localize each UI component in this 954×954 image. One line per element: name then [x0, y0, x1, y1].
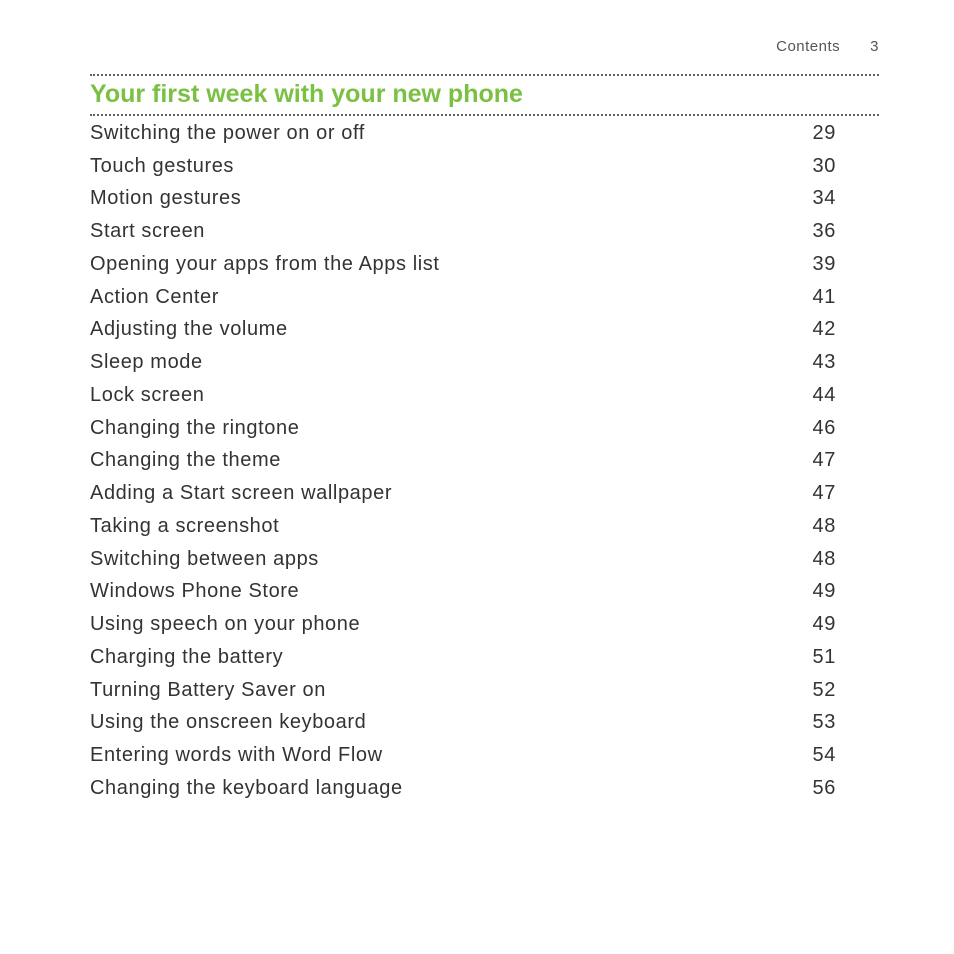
toc-entry-page: 48	[812, 514, 836, 537]
toc-entry-title: Opening your apps from the Apps list	[90, 252, 440, 275]
toc-entry-page: 36	[812, 220, 836, 243]
toc-entry-page: 46	[812, 416, 836, 439]
toc-entry-page: 48	[812, 547, 836, 570]
toc-section	[90, 74, 879, 805]
toc-entry-page: 53	[812, 711, 836, 734]
toc-entry[interactable]	[90, 117, 836, 150]
toc-entry[interactable]	[90, 510, 836, 543]
bottom-dotted-rule	[90, 114, 879, 116]
toc-entry-title: Using speech on your phone	[90, 613, 361, 636]
running-header	[776, 38, 879, 55]
toc-entry[interactable]	[90, 248, 836, 281]
toc-entry-title: Action Center	[90, 285, 219, 308]
toc-entry-title: Changing the theme	[90, 449, 281, 472]
toc-entry-title: Motion gestures	[90, 187, 242, 210]
chapter-title[interactable]: Your first week with your new phone	[90, 80, 523, 108]
toc-entry-title: Adding a Start screen wallpaper	[90, 482, 393, 505]
toc-entry-page: 44	[812, 383, 836, 406]
toc-entry-page: 49	[812, 613, 836, 636]
toc-entry-title: Using the onscreen keyboard	[90, 711, 367, 734]
toc-entry[interactable]	[90, 707, 836, 740]
toc-entry-page: 41	[812, 285, 836, 308]
toc-entry[interactable]	[90, 215, 836, 248]
toc-entry-page: 52	[812, 678, 836, 701]
toc-entry-page: 47	[812, 482, 836, 505]
toc-entry[interactable]	[90, 477, 836, 510]
header-section-name: Contents	[776, 38, 841, 55]
toc-entry-page: 29	[812, 121, 836, 144]
toc-entry-page: 30	[812, 154, 836, 177]
toc-entry[interactable]	[90, 281, 836, 314]
toc-entry[interactable]	[90, 445, 836, 478]
toc-entry-title: Changing the ringtone	[90, 416, 300, 439]
toc-entry-title: Lock screen	[90, 383, 205, 406]
toc-entry[interactable]	[90, 346, 836, 379]
toc-entry-title: Taking a screenshot	[90, 514, 280, 537]
toc-entry-page: 54	[812, 744, 836, 767]
toc-entry[interactable]	[90, 674, 836, 707]
toc-entry-page: 56	[812, 776, 836, 799]
toc-entry-title: Charging the battery	[90, 645, 284, 668]
toc-entry-page: 34	[812, 187, 836, 210]
toc-entry-title: Touch gestures	[90, 154, 235, 177]
toc-entry-page: 49	[812, 580, 836, 603]
header-page-number: 3	[870, 38, 879, 55]
toc-entry-title: Changing the keyboard language	[90, 776, 403, 799]
toc-entry[interactable]	[90, 608, 836, 641]
toc-entry-title: Turning Battery Saver on	[90, 678, 326, 701]
toc-entry-title: Adjusting the volume	[90, 318, 288, 341]
toc-entry-title: Switching between apps	[90, 547, 319, 570]
toc-entry[interactable]	[90, 314, 836, 347]
toc-entry[interactable]	[90, 150, 836, 183]
toc-entry-title: Entering words with Word Flow	[90, 744, 383, 767]
toc-entry[interactable]	[90, 576, 836, 609]
toc-entry-title: Windows Phone Store	[90, 580, 300, 603]
toc-entry[interactable]	[90, 641, 836, 674]
toc-list	[90, 117, 836, 805]
toc-entry-page: 43	[812, 351, 836, 374]
toc-entry-page: 51	[812, 645, 836, 668]
toc-entry-title: Start screen	[90, 220, 206, 243]
toc-entry[interactable]	[90, 183, 836, 216]
toc-entry[interactable]	[90, 543, 836, 576]
toc-entry-page: 39	[812, 252, 836, 275]
toc-entry-title: Switching the power on or off	[90, 121, 365, 144]
toc-entry[interactable]	[90, 772, 836, 805]
toc-entry[interactable]	[90, 412, 836, 445]
toc-entry-page: 42	[812, 318, 836, 341]
toc-entry-page: 47	[812, 449, 836, 472]
toc-entry-title: Sleep mode	[90, 351, 203, 374]
toc-entry[interactable]	[90, 379, 836, 412]
toc-entry[interactable]	[90, 739, 836, 772]
